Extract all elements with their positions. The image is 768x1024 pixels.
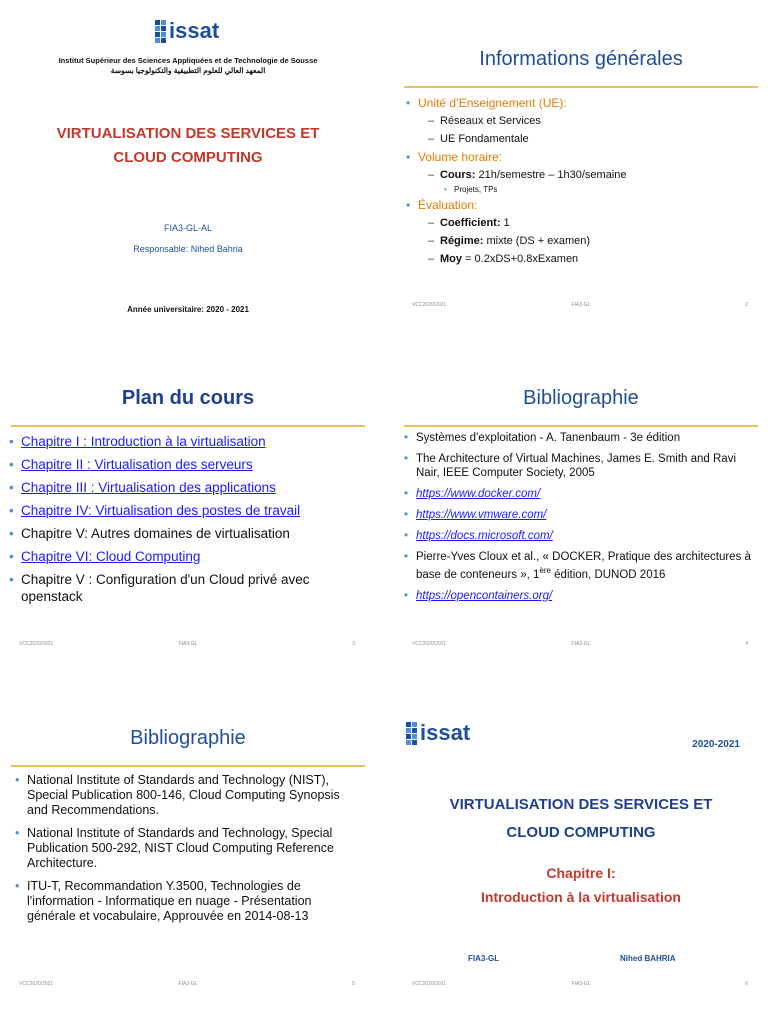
- slide-title: Bibliographie: [130, 727, 246, 749]
- bibliography-list: [15, 773, 363, 924]
- footer-center: FIA3-GL: [571, 302, 591, 308]
- ue-item: – Réseaux et Services: [428, 112, 756, 130]
- responsable-label: Responsable: Nihed Bahria: [133, 244, 243, 254]
- regime-item: [428, 232, 756, 250]
- slide-1: [3, 6, 373, 318]
- bib-link-item[interactable]: [404, 487, 756, 501]
- course-title: [23, 122, 353, 170]
- chapter-text: Chapitre V: Autres domaines de virtualisation: [21, 526, 290, 541]
- bibliography-list: [404, 431, 756, 603]
- docker-link[interactable]: https://www.docker.com/: [416, 488, 541, 500]
- slide-footer: [3, 641, 373, 651]
- bib-docker-book-pre: Pierre-Yves Cloux et al., « DOCKER, Pratique des architectures à base de conteneurs », 1: [416, 551, 751, 581]
- coef-item: [428, 214, 756, 232]
- chapter-item: [9, 525, 365, 542]
- course-title: [416, 791, 746, 847]
- bib-item: • ITU-T, Recommandation Y.3500, Technologies de l'information - Informatique en nuage - Présentation générale et vocabulaire, Approuvée en 2014-08-13: [15, 879, 363, 924]
- cours-text: 21h/semestre – 1h30/semaine: [475, 169, 627, 181]
- slide-footer: [3, 981, 373, 991]
- year-label: 2020-2021: [692, 739, 740, 750]
- moy-item: [428, 250, 756, 268]
- issat-logo: [406, 718, 476, 750]
- volume-label: Volume horaire:: [418, 150, 503, 164]
- bib-link-item[interactable]: [404, 508, 756, 522]
- slide-title: Informations générales: [479, 48, 683, 70]
- institute-name-fr: Institut Supérieur des Sciences Appliquées et de Technologie de Sousse: [58, 56, 318, 65]
- chapter-item[interactable]: [9, 502, 365, 519]
- chapter-title: [416, 861, 746, 909]
- academic-year: Année universitaire: 2020 - 2021: [127, 305, 249, 314]
- cours-item: [428, 166, 756, 196]
- footer-page: 3: [352, 641, 355, 647]
- course-title-line1: VIRTUALISATION DES SERVICES ET: [449, 796, 713, 813]
- moy-text: = 0.2xDS+0.8xExamen: [462, 253, 579, 265]
- class-label: FIA3-GL-AL: [163, 223, 212, 233]
- title-underline: [404, 425, 758, 427]
- chapter-title-line1: Chapitre I:: [546, 865, 616, 881]
- bib-item: • National Institute of Standards and Technology, Special Publication 500-292, NIST Cloud Computing Reference Architecture.: [15, 826, 363, 871]
- chapter-item[interactable]: [9, 433, 365, 450]
- chapter-list: [9, 433, 365, 605]
- chapter-item: [9, 571, 365, 605]
- chapter-item[interactable]: [9, 479, 365, 496]
- projets-text: Projets, TPs: [454, 185, 498, 194]
- issat-logo-mark: [406, 718, 476, 750]
- opencontainers-link[interactable]: https://opencontainers.org/: [416, 589, 553, 602]
- ue-item: – UE Fondamentale: [428, 130, 756, 148]
- ue-section: [406, 94, 756, 148]
- course-title-line1: VIRTUALISATION DES SERVICES ET: [56, 125, 320, 142]
- slide-4: [396, 345, 766, 657]
- footer-page: 4: [745, 641, 748, 647]
- chapter-link[interactable]: Chapitre II : Virtualisation des serveurs: [21, 457, 253, 472]
- bib-link-item[interactable]: [404, 589, 756, 603]
- footer-left: VCC2020/2021: [412, 981, 447, 987]
- footer-left: VCC2020/2021: [19, 641, 54, 647]
- title-underline: [11, 425, 365, 427]
- issat-logo-mark: [155, 16, 225, 48]
- cours-bold: Cours:: [440, 169, 476, 181]
- slide-footer: [396, 302, 766, 312]
- svg-text:issat: issat: [169, 18, 220, 43]
- institute-name-ar: المعهد العالي للعلوم التطبيقية والتكنولوجيا بسوسة: [110, 66, 266, 75]
- footer-left: VCC2020/2021: [412, 302, 447, 308]
- footer-left: VCC2020/2021: [412, 641, 447, 647]
- course-title-line2: CLOUD COMPUTING: [506, 824, 656, 841]
- footer-center: FIA3-GL: [571, 641, 591, 647]
- bib-link-item[interactable]: [404, 529, 756, 543]
- bib-item: • Systèmes d'exploitation - A. Tanenbaum - 3e édition: [404, 431, 756, 445]
- chapter-link[interactable]: Chapitre I : Introduction à la virtualisation: [21, 434, 266, 449]
- author-label: Nihed BAHRIA: [620, 954, 676, 963]
- regime-text: mixte (DS + examen): [483, 235, 591, 247]
- chapter-title-line2: Introduction à la virtualisation: [481, 889, 681, 905]
- eval-section: [406, 196, 756, 268]
- footer-center: FIA3-GL: [178, 981, 198, 987]
- chapter-item[interactable]: [9, 548, 365, 565]
- vmware-link[interactable]: https://www.vmware.com/: [416, 509, 547, 521]
- bib-item: • The Architecture of Virtual Machines, James E. Smith and Ravi Nair, IEEE Computer Society, 2005: [404, 452, 756, 480]
- footer-left: VCC2020/2021: [19, 981, 54, 987]
- projets-item: • Projets, TPs: [444, 185, 498, 194]
- moy-bold: Moy: [440, 253, 462, 265]
- eval-label: Évaluation:: [418, 198, 478, 212]
- title-underline: [11, 765, 365, 767]
- class-label: FIA3-GL: [468, 954, 500, 963]
- info-content: [406, 94, 756, 268]
- footer-center: FIA3-GL: [571, 981, 591, 987]
- course-title-line2: CLOUD COMPUTING: [113, 149, 263, 166]
- slide-footer: [396, 981, 766, 991]
- institute-name: [3, 56, 373, 76]
- chapter-link[interactable]: Chapitre VI: Cloud Computing: [21, 549, 201, 564]
- chapter-text: Chapitre V : Configuration d'un Cloud privé avec openstack: [21, 572, 310, 604]
- bib-item: [404, 550, 756, 582]
- regime-bold: Régime:: [440, 235, 484, 247]
- issat-logo: [155, 16, 225, 48]
- bib-item: • National Institute of Standards and Technology (NIST), Special Publication 800-146, Cloud Computing Synopsis and Recommendations.: [15, 773, 363, 818]
- svg-text:issat: issat: [420, 720, 471, 745]
- coef-bold: Coefficient:: [440, 217, 501, 229]
- ue-label: Unité d’Enseignement (UE):: [418, 96, 567, 110]
- slide-footer: [396, 641, 766, 651]
- footer-page: 2: [745, 302, 748, 308]
- slide-3: [3, 345, 373, 657]
- chapter-link[interactable]: Chapitre IV: Virtualisation des postes de travail: [21, 503, 301, 518]
- footer-page: 5: [352, 981, 355, 987]
- coef-text: 1: [500, 217, 510, 229]
- slide-2: [396, 6, 766, 318]
- slide-title: Plan du cours: [121, 387, 255, 409]
- chapter-link[interactable]: Chapitre III : Virtualisation des applications: [21, 480, 276, 495]
- footer-page: 6: [745, 981, 748, 987]
- slide-5: [3, 685, 373, 997]
- slide-6: [396, 685, 766, 997]
- volume-section: [406, 148, 756, 196]
- microsoft-link[interactable]: https://docs.microsoft.com/: [416, 530, 553, 542]
- bib-docker-book-sup: ère: [539, 566, 551, 575]
- chapter-item[interactable]: [9, 456, 365, 473]
- footer-center: FIA3-GL: [178, 641, 198, 647]
- title-underline: [404, 86, 758, 88]
- bib-docker-book-post: édition, DUNOD 2016: [550, 568, 666, 581]
- slide-title: Bibliographie: [523, 387, 639, 409]
